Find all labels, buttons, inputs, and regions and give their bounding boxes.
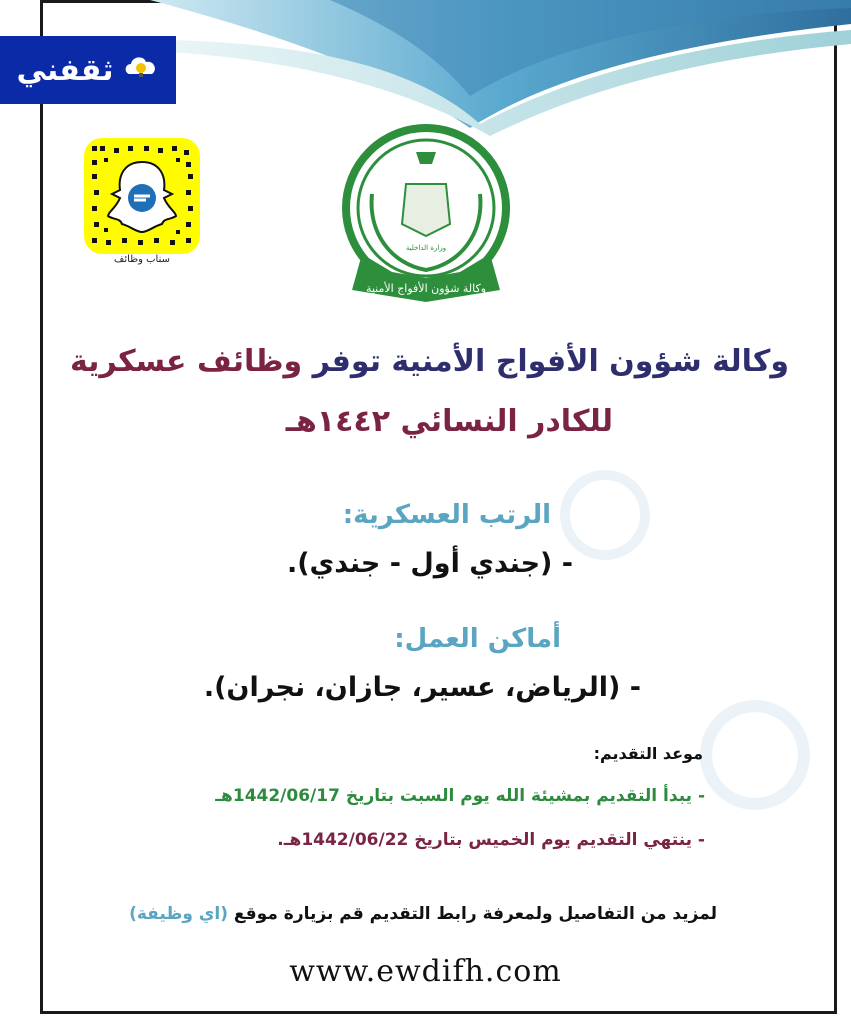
headline-accent: وظائف عسكرية — [69, 344, 303, 379]
site-link[interactable]: (اي وظيفة) — [129, 904, 229, 924]
ministry-emblem-icon — [332, 124, 520, 306]
ranks-value: - (جندي أول - جندي). — [286, 548, 573, 579]
brand-logo[interactable] — [0, 36, 176, 104]
schedule-end: - ينتهي التقديم يوم الخميس بتاريخ 1442/06/22هـ. — [277, 830, 705, 850]
website-url[interactable]: www.ewdifh.com — [289, 954, 562, 989]
headline-main: وكالة شؤون الأفواج الأمنية توفر — [302, 344, 789, 379]
ranks-heading: الرتب العسكرية: — [342, 500, 551, 530]
headline-line1 — [70, 344, 789, 379]
places-heading: أماكن العمل: — [394, 624, 561, 654]
more-info — [129, 904, 717, 924]
places-value: - (الرياض، عسير، جازان، نجران). — [203, 672, 641, 703]
snapchat-label: سناب وظائف — [113, 254, 170, 265]
schedule-heading: موعد التقديم: — [593, 744, 703, 763]
emblem-ministry: وزارة الداخلية — [405, 244, 447, 252]
brand-name: ثقفني — [16, 52, 114, 88]
schedule-start: - يبدأ التقديم بمشيئة الله يوم السبت بتاريخ 1442/06/17هـ — [215, 786, 705, 806]
more-info-text: لمزيد من التفاصيل ولمعرفة رابط التقديم قم بزيارة موقع — [228, 904, 717, 924]
headline-line2: للكادر النسائي ١٤٤٢هـ — [285, 404, 613, 439]
lightbulb-icon — [124, 52, 160, 88]
emblem-caption: وكالة شؤون الأفواج الأمنية — [365, 282, 487, 295]
snapchat-code[interactable] — [84, 138, 200, 254]
